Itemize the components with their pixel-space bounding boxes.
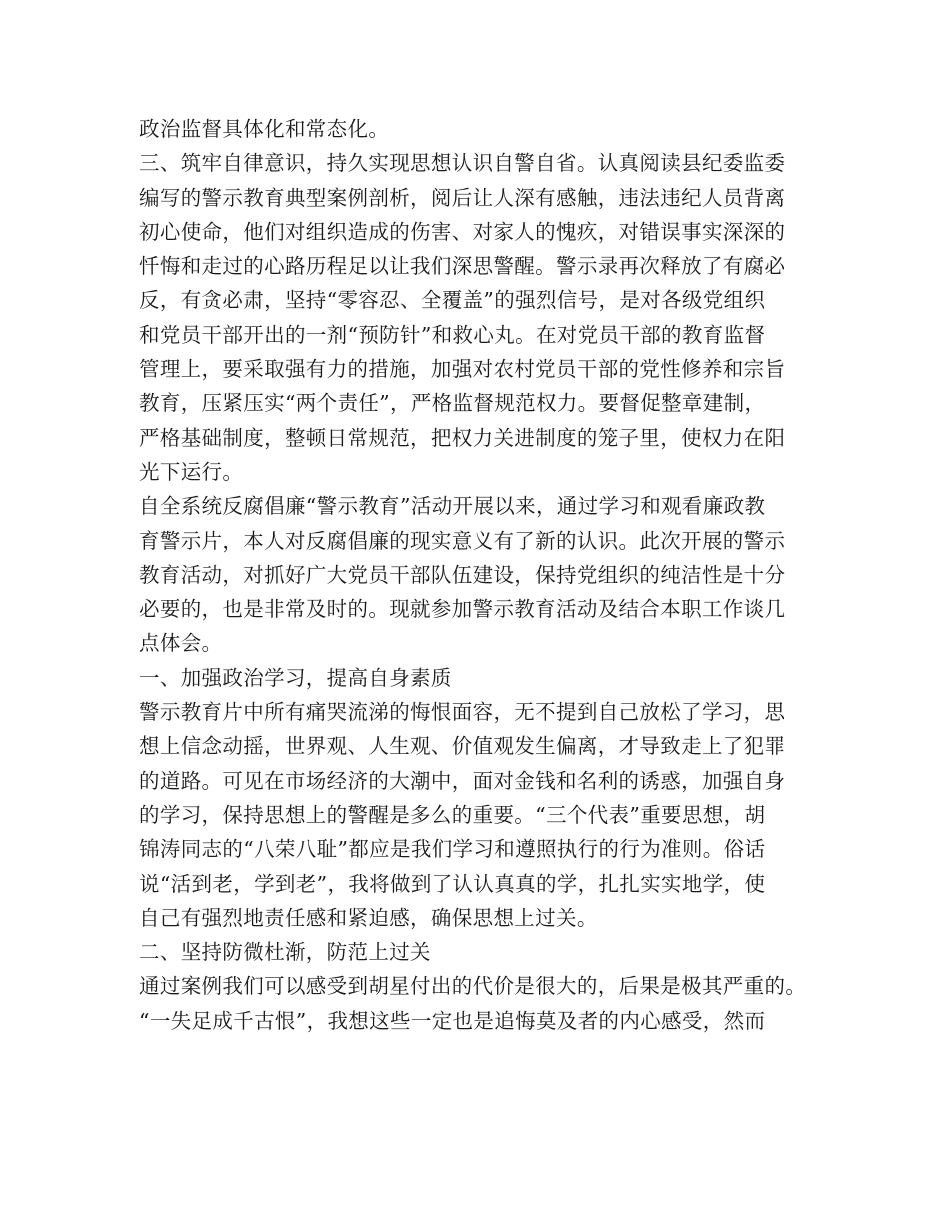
text-line: 通过案例我们可以感受到胡星付出的代价是很大的，后果是极其严重的。 — [139, 974, 807, 999]
text-line: 光下运行。 — [139, 459, 244, 484]
document-body — [139, 112, 819, 1038]
text-line: 想上信念动摇，世界观、人生观、价值观发生偏离，才导致走上了犯罪 — [139, 734, 786, 759]
text-line: 必要的，也是非常及时的。现就参加警示教育活动及结合本职工作谈几 — [139, 597, 786, 622]
text-line: 政治监督具体化和常态化。 — [139, 117, 390, 141]
section-heading-line: 一、加强政治学习，提高自身素质 — [139, 665, 452, 690]
text-line: 反，有贪必肃，坚持“零容忍、全覆盖”的强烈信号，是对各级党组织 — [139, 288, 766, 313]
text-line: 忏悔和走过的心路历程足以让我们深思警醒。警示录再次释放了有腐必 — [139, 254, 786, 279]
section-heading-line: 三、筑牢自律意识，持久实现思想认识自警自省。认真阅读县纪委监委 — [139, 151, 786, 176]
text-line: 编写的警示教育典型案例剖析，阅后让人深有感触，违法违纪人员背离 — [139, 185, 786, 210]
text-line: 育警示片，本人对反腐倡廉的现实意义有了新的认识。此次开展的警示 — [139, 528, 786, 553]
text-line: 说“活到老，学到老”，我将做到了认认真真的学，扎扎实实地学，使 — [139, 871, 766, 896]
text-line: 自己有强烈地责任感和紧迫感，确保思想上过关。 — [139, 905, 598, 930]
text-line: 警示教育片中所有痛哭流涕的悔恨面容，无不提到自己放松了学习，思 — [139, 700, 786, 725]
text-line: 的道路。可见在市场经济的大潮中，面对金钱和名利的诱惑，加强自身 — [139, 768, 786, 793]
text-line: 初心使命，他们对组织造成的伤害、对家人的愧疚，对错误事实深深的 — [139, 219, 786, 244]
text-line: “一失足成千古恨”，我想这些一定也是追悔莫及者的内心感受，然而 — [139, 1008, 766, 1033]
text-line: 锦涛同志的“八荣八耻”都应是我们学习和遵照执行的行为准则。俗话 — [139, 837, 766, 862]
text-line: 管理上，要采取强有力的措施，加强对农村党员干部的党性修养和宗旨 — [139, 357, 786, 382]
text-line: 的学习，保持思想上的警醒是多么的重要。“三个代表”重要思想，胡 — [139, 802, 766, 827]
section-heading-line: 二、坚持防微杜渐，防范上过关 — [139, 940, 431, 965]
text-line: 和党员干部开出的一剂“预防针”和救心丸。在对党员干部的教育监督 — [139, 322, 766, 347]
text-line: 严格基础制度，整顿日常规范，把权力关进制度的笼子里，使权力在阳 — [139, 425, 786, 450]
text-line: 点体会。 — [139, 631, 223, 656]
text-line: 自全系统反腐倡廉“警示教育”活动开展以来，通过学习和观看廉政教 — [139, 494, 766, 519]
text-line: 教育活动，对抓好广大党员干部队伍建设，保持党组织的纯洁性是十分 — [139, 562, 786, 587]
text-line: 教育，压紧压实“两个责任”，严格监督规范权力。要督促整章建制， — [139, 391, 766, 416]
